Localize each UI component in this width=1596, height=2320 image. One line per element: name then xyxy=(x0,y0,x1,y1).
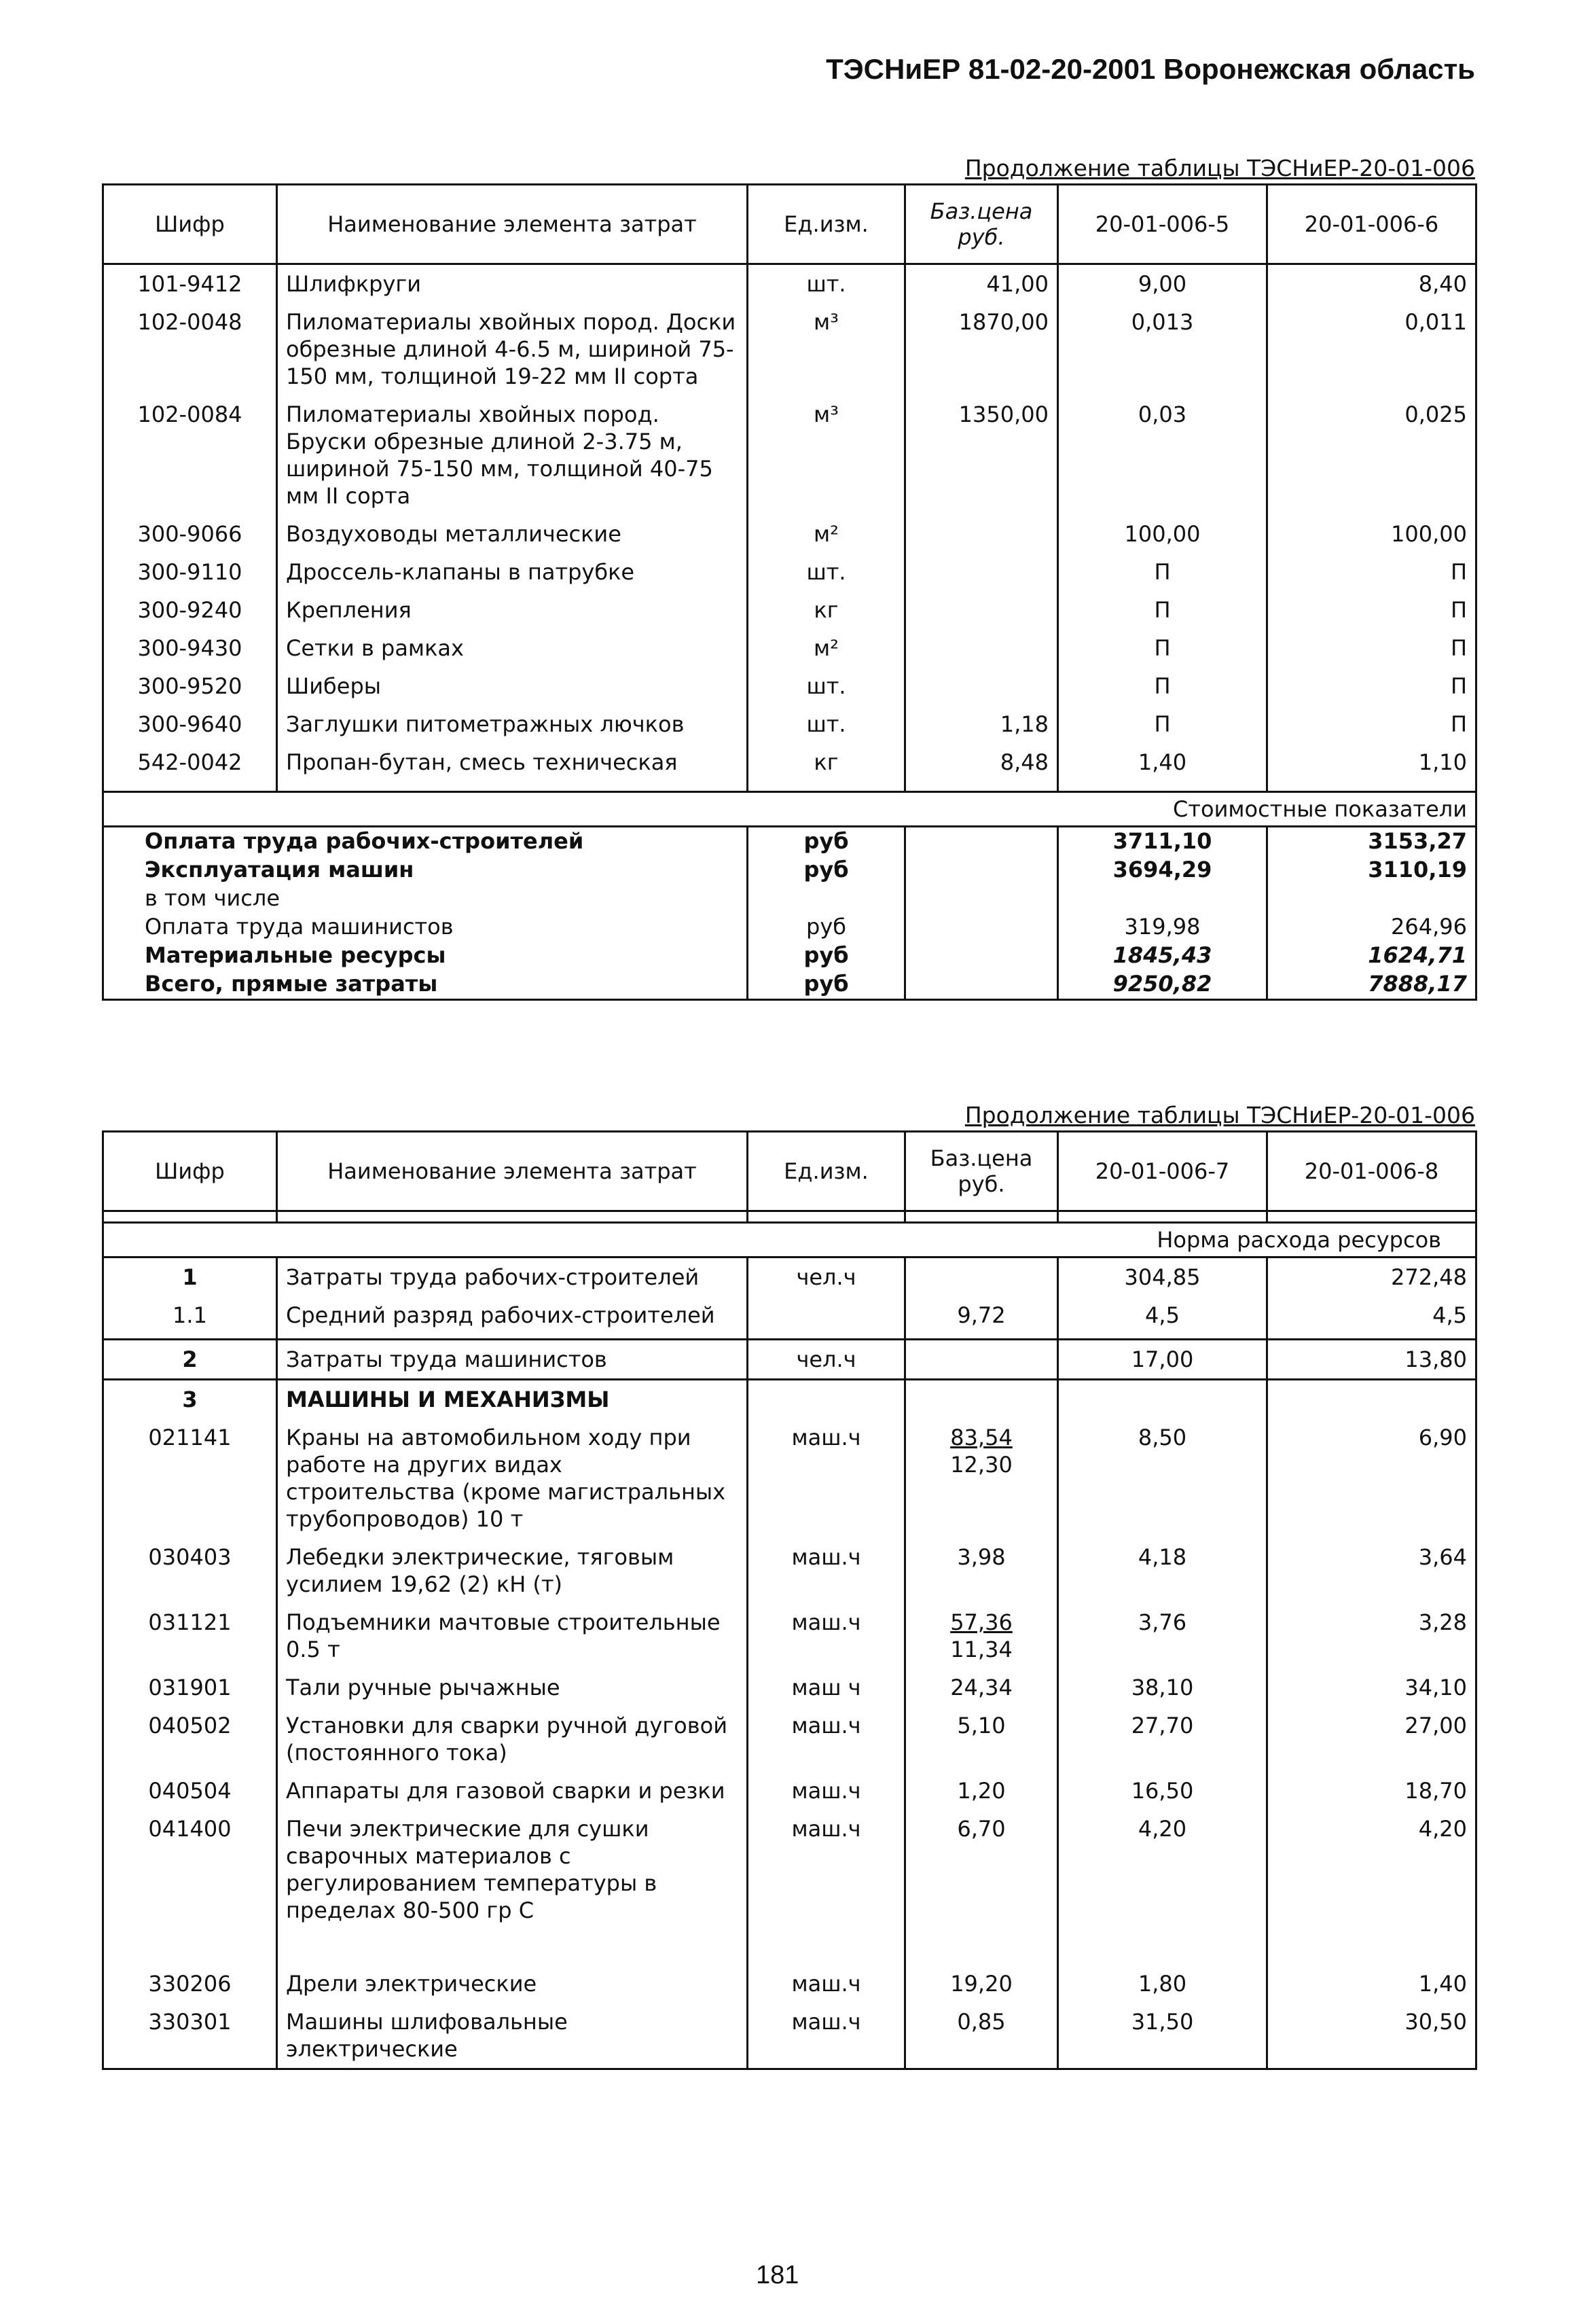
cell-col-a: 0,03 xyxy=(1058,395,1267,515)
cell-unit: шт. xyxy=(748,264,905,304)
table-row xyxy=(103,1772,1476,1810)
cell-unit: кг xyxy=(748,743,905,781)
cell-unit: м² xyxy=(748,515,905,553)
cell-price: 41,00 xyxy=(905,264,1058,304)
cost-price xyxy=(905,856,1058,885)
cell-col-b: 0,011 xyxy=(1267,303,1476,395)
cell-col-a: 9,00 xyxy=(1058,264,1267,304)
cell-name: Краны на автомобильном ходу при работе на других видах строительства (кроме магистральных трубопроводов) 10 т xyxy=(277,1418,748,1538)
cell-col-a: 3,76 xyxy=(1058,1603,1267,1668)
cell-price xyxy=(905,629,1058,667)
cost-label: в том числе xyxy=(103,885,748,913)
table-row xyxy=(103,1418,1476,1538)
cell-code: 041400 xyxy=(103,1810,277,1965)
table-row xyxy=(103,395,1476,515)
cost-col-b: 3153,27 xyxy=(1267,827,1476,857)
cell-col-a: 4,5 xyxy=(1058,1296,1267,1340)
cell-col-a: П xyxy=(1058,629,1267,667)
cell-unit: маш.ч xyxy=(748,1772,905,1810)
header-unit: Ед.изм. xyxy=(748,185,905,264)
cost-label: Всего, прямые затраты xyxy=(103,970,748,1000)
cell-unit: м² xyxy=(748,629,905,667)
cell-price xyxy=(905,1707,1058,1772)
table-row xyxy=(103,705,1476,743)
header-col-b: 20-01-006-6 xyxy=(1267,185,1476,264)
cell-col-a: 38,10 xyxy=(1058,1668,1267,1707)
cost-section-title: Стоимостные показатели xyxy=(103,792,1476,827)
cell-col-a: 16,50 xyxy=(1058,1772,1267,1810)
cell-col-b: 4,5 xyxy=(1267,1296,1476,1340)
cell-price xyxy=(905,1380,1058,1419)
price-value: 0,85 xyxy=(957,2009,1006,2035)
table-row xyxy=(103,1965,1476,2003)
spacer-cell xyxy=(277,1211,748,1223)
price-value: 6,70 xyxy=(957,1816,1006,1842)
cell-code: 040502 xyxy=(103,1707,277,1772)
cost-col-a xyxy=(1058,885,1267,913)
cell-price xyxy=(905,1340,1058,1380)
cell-unit: маш ч xyxy=(748,1668,905,1707)
cell-name: Сетки в рамках xyxy=(277,629,748,667)
table-row xyxy=(103,1380,1476,1419)
cell-col-a: П xyxy=(1058,667,1267,705)
cost-price xyxy=(905,827,1058,857)
spacer-cell xyxy=(1058,1211,1267,1223)
cell-price: 8,48 xyxy=(905,743,1058,781)
cell-unit: шт. xyxy=(748,553,905,591)
table-row xyxy=(103,1707,1476,1772)
table-row xyxy=(103,2003,1476,2069)
norm-section-title: Норма расхода ресурсов xyxy=(103,1223,1476,1257)
cell-code: 300-9066 xyxy=(103,515,277,553)
price-secondary-value: 12,30 xyxy=(950,1452,1013,1478)
cost-col-a: 1845,43 xyxy=(1058,942,1267,970)
cell-code: 300-9430 xyxy=(103,629,277,667)
cell-name: Заглушки питометражных лючков xyxy=(277,705,748,743)
cell-col-b: П xyxy=(1267,667,1476,705)
cost-col-b xyxy=(1267,885,1476,913)
spacer-cell xyxy=(748,781,905,792)
cell-price xyxy=(905,515,1058,553)
cell-unit: кг xyxy=(748,591,905,629)
spacer-cell xyxy=(905,1211,1058,1223)
cost-unit: руб xyxy=(748,970,905,1000)
cell-name: Тали ручные рычажные xyxy=(277,1668,748,1707)
cell-col-a: П xyxy=(1058,553,1267,591)
cost-col-a: 3711,10 xyxy=(1058,827,1267,857)
cell-col-a: П xyxy=(1058,705,1267,743)
cell-col-b: 6,90 xyxy=(1267,1418,1476,1538)
table-row xyxy=(103,591,1476,629)
cell-code: 330301 xyxy=(103,2003,277,2069)
header-code: Шифр xyxy=(103,185,277,264)
cost-unit: руб xyxy=(748,913,905,942)
cell-col-b: П xyxy=(1267,705,1476,743)
price-secondary-value: 11,34 xyxy=(950,1637,1013,1662)
price-value: 1,20 xyxy=(957,1778,1006,1804)
cell-col-a: 4,18 xyxy=(1058,1538,1267,1603)
cell-name: Средний разряд рабочих-строителей xyxy=(277,1296,748,1340)
cell-unit: маш.ч xyxy=(748,1418,905,1538)
cost-col-b: 264,96 xyxy=(1267,913,1476,942)
cell-col-a: 0,013 xyxy=(1058,303,1267,395)
spacer-cell xyxy=(1058,781,1267,792)
header-price: Баз.цена руб. xyxy=(905,1132,1058,1211)
cell-code: 330206 xyxy=(103,1965,277,2003)
cell-name: Затраты труда машинистов xyxy=(277,1340,748,1380)
cost-row xyxy=(103,885,1476,913)
page-number: 181 xyxy=(756,2261,799,2289)
cell-unit: маш.ч xyxy=(748,1965,905,2003)
table-row xyxy=(103,1538,1476,1603)
table-row xyxy=(103,1603,1476,1668)
cell-price: 1,18 xyxy=(905,705,1058,743)
cell-unit: маш.ч xyxy=(748,1538,905,1603)
cost-price xyxy=(905,913,1058,942)
cell-price xyxy=(905,1603,1058,1668)
table-row xyxy=(103,1257,1476,1297)
cell-code: 3 xyxy=(103,1380,277,1419)
spacer-row xyxy=(103,1211,1476,1223)
cell-col-b: 3,28 xyxy=(1267,1603,1476,1668)
table2 xyxy=(102,1130,1477,2070)
cost-label: Эксплуатация машин xyxy=(103,856,748,885)
cell-price: 1870,00 xyxy=(905,303,1058,395)
cell-name: Крепления xyxy=(277,591,748,629)
cell-col-b: 18,70 xyxy=(1267,1772,1476,1810)
header-col-a: 20-01-006-5 xyxy=(1058,185,1267,264)
cell-unit: шт. xyxy=(748,705,905,743)
cell-col-a: П xyxy=(1058,591,1267,629)
cell-col-a: 1,40 xyxy=(1058,743,1267,781)
cost-col-a: 319,98 xyxy=(1058,913,1267,942)
cell-col-b: 30,50 xyxy=(1267,2003,1476,2069)
cell-code: 2 xyxy=(103,1340,277,1380)
cell-code: 1 xyxy=(103,1257,277,1297)
cell-name: Шлифкруги xyxy=(277,264,748,304)
cell-code: 031901 xyxy=(103,1668,277,1707)
table-row xyxy=(103,553,1476,591)
cell-code: 300-9520 xyxy=(103,667,277,705)
cell-price xyxy=(905,1296,1058,1340)
cost-label: Материальные ресурсы xyxy=(103,942,748,970)
cell-code: 1.1 xyxy=(103,1296,277,1340)
cost-label: Оплата труда рабочих-строителей xyxy=(103,827,748,857)
cell-unit: маш.ч xyxy=(748,1810,905,1965)
cell-name: Печи электрические для сушки сварочных материалов с регулированием температуры в пределах 80-500 гр С xyxy=(277,1810,748,1965)
cost-unit: руб xyxy=(748,856,905,885)
cell-price xyxy=(905,1772,1058,1810)
cell-unit xyxy=(748,1380,905,1419)
cell-col-a: 31,50 xyxy=(1058,2003,1267,2069)
cell-code: 030403 xyxy=(103,1538,277,1603)
cell-unit: м³ xyxy=(748,395,905,515)
cell-col-b: 34,10 xyxy=(1267,1668,1476,1707)
spacer-cell xyxy=(1267,781,1476,792)
cell-price xyxy=(905,553,1058,591)
table2-header-row xyxy=(103,1132,1476,1211)
cell-name: Воздуховоды металлические xyxy=(277,515,748,553)
cell-price xyxy=(905,1810,1058,1965)
cell-name: Машины шлифовальные электрические xyxy=(277,2003,748,2069)
table-row xyxy=(103,743,1476,781)
cost-row xyxy=(103,827,1476,857)
cell-col-a: 27,70 xyxy=(1058,1707,1267,1772)
table-row xyxy=(103,515,1476,553)
table2-continuation: Продолжение таблицы ТЭСНиЕР-20-01-006 xyxy=(964,1102,1475,1128)
cell-col-a: 17,00 xyxy=(1058,1340,1267,1380)
cell-unit: м³ xyxy=(748,303,905,395)
cell-col-a: 1,80 xyxy=(1058,1965,1267,2003)
cell-price xyxy=(905,1668,1058,1707)
cell-price xyxy=(905,1965,1058,2003)
cell-col-b: 27,00 xyxy=(1267,1707,1476,1772)
cost-col-b: 1624,71 xyxy=(1267,942,1476,970)
cost-label: Оплата труда машинистов xyxy=(103,913,748,942)
cost-price xyxy=(905,885,1058,913)
table1 xyxy=(102,183,1477,1001)
cell-name: Пиломатериалы хвойных пород. Бруски обрезные длиной 2-3.75 м, шириной 75-150 мм, толщиной 40-75 мм II сорта xyxy=(277,395,748,515)
cell-name: Дрели электрические xyxy=(277,1965,748,2003)
cell-code: 021141 xyxy=(103,1418,277,1538)
cell-code: 102-0048 xyxy=(103,303,277,395)
cell-col-a: 8,50 xyxy=(1058,1418,1267,1538)
cell-col-b xyxy=(1267,1380,1476,1419)
cost-row xyxy=(103,970,1476,1000)
price-value: 24,34 xyxy=(950,1675,1013,1700)
spacer-cell xyxy=(103,1211,277,1223)
price-value: 19,20 xyxy=(950,1971,1013,1997)
cell-name: Лебедки электрические, тяговым усилием 19,62 (2) кН (т) xyxy=(277,1538,748,1603)
cell-code: 542-0042 xyxy=(103,743,277,781)
cell-col-b: П xyxy=(1267,591,1476,629)
cell-name: Дроссель-клапаны в патрубке xyxy=(277,553,748,591)
cell-unit: чел.ч xyxy=(748,1257,905,1297)
cost-col-b: 3110,19 xyxy=(1267,856,1476,885)
cell-code: 300-9110 xyxy=(103,553,277,591)
cost-unit: руб xyxy=(748,827,905,857)
cost-col-a: 9250,82 xyxy=(1058,970,1267,1000)
cost-unit: руб xyxy=(748,942,905,970)
spacer-cell xyxy=(103,781,277,792)
table-row xyxy=(103,1668,1476,1707)
price-value: 83,54 xyxy=(950,1425,1013,1450)
cost-unit xyxy=(748,885,905,913)
cell-code: 102-0084 xyxy=(103,395,277,515)
table1-continuation: Продолжение таблицы ТЭСНиЕР-20-01-006 xyxy=(964,155,1475,181)
table-row xyxy=(103,629,1476,667)
table-row xyxy=(103,303,1476,395)
cell-name: Затраты труда рабочих-строителей xyxy=(277,1257,748,1297)
spacer-cell xyxy=(1267,1211,1476,1223)
cell-code: 300-9640 xyxy=(103,705,277,743)
header-unit: Ед.изм. xyxy=(748,1132,905,1211)
cell-name: Пропан-бутан, смесь техническая xyxy=(277,743,748,781)
norm-section-row xyxy=(103,1223,1476,1257)
cell-code: 031121 xyxy=(103,1603,277,1668)
cost-price xyxy=(905,970,1058,1000)
cell-unit: маш.ч xyxy=(748,2003,905,2069)
cell-col-b: 272,48 xyxy=(1267,1257,1476,1297)
cell-col-b: 4,20 xyxy=(1267,1810,1476,1965)
cell-name: МАШИНЫ И МЕХАНИЗМЫ xyxy=(277,1380,748,1419)
cell-col-b: 1,40 xyxy=(1267,1965,1476,2003)
table-row xyxy=(103,1296,1476,1340)
cell-price xyxy=(905,2003,1058,2069)
cell-name: Подъемники мачтовые строительные 0.5 т xyxy=(277,1603,748,1668)
cell-col-a: 100,00 xyxy=(1058,515,1267,553)
cell-unit: чел.ч xyxy=(748,1340,905,1380)
cell-code: 300-9240 xyxy=(103,591,277,629)
cost-section-row xyxy=(103,792,1476,827)
cell-col-b: 0,025 xyxy=(1267,395,1476,515)
cell-unit: шт. xyxy=(748,667,905,705)
table-row xyxy=(103,1810,1476,1965)
table-row xyxy=(103,667,1476,705)
cost-row xyxy=(103,942,1476,970)
table-row xyxy=(103,1340,1476,1380)
header-name: Наименование элемента затрат xyxy=(277,185,748,264)
spacer-cell xyxy=(748,1211,905,1223)
header-col-b: 20-01-006-8 xyxy=(1267,1132,1476,1211)
price-value: 3,98 xyxy=(957,1544,1006,1570)
cell-price xyxy=(905,591,1058,629)
cell-col-b: 1,10 xyxy=(1267,743,1476,781)
cost-row xyxy=(103,856,1476,885)
cost-col-a: 3694,29 xyxy=(1058,856,1267,885)
header-col-a: 20-01-006-7 xyxy=(1058,1132,1267,1211)
cell-col-b: П xyxy=(1267,553,1476,591)
header-code: Шифр xyxy=(103,1132,277,1211)
header-price: Баз.цена руб. xyxy=(905,185,1058,264)
document-title: ТЭСНиЕР 81-02-20-2001 Воронежская область xyxy=(826,53,1475,85)
cell-unit: маш.ч xyxy=(748,1603,905,1668)
spacer-row xyxy=(103,781,1476,792)
price-value: 9,72 xyxy=(957,1302,1006,1328)
cell-unit xyxy=(748,1296,905,1340)
spacer-cell xyxy=(277,781,748,792)
cost-price xyxy=(905,942,1058,970)
cell-price xyxy=(905,667,1058,705)
cell-col-a: 4,20 xyxy=(1058,1810,1267,1965)
cell-col-b: 3,64 xyxy=(1267,1538,1476,1603)
cell-code: 101-9412 xyxy=(103,264,277,304)
cell-price xyxy=(905,1418,1058,1538)
cell-col-b: 13,80 xyxy=(1267,1340,1476,1380)
cell-unit: маш.ч xyxy=(748,1707,905,1772)
cell-price: 1350,00 xyxy=(905,395,1058,515)
cell-col-b: 100,00 xyxy=(1267,515,1476,553)
table-row xyxy=(103,264,1476,304)
cell-name: Аппараты для газовой сварки и резки xyxy=(277,1772,748,1810)
header-name: Наименование элемента затрат xyxy=(277,1132,748,1211)
cost-col-b: 7888,17 xyxy=(1267,970,1476,1000)
table1-header-row xyxy=(103,185,1476,264)
price-value: 5,10 xyxy=(957,1713,1006,1738)
spacer-cell xyxy=(905,781,1058,792)
cell-price xyxy=(905,1257,1058,1297)
cell-name: Установки для сварки ручной дуговой (постоянного тока) xyxy=(277,1707,748,1772)
cell-col-a xyxy=(1058,1380,1267,1419)
cell-col-a: 304,85 xyxy=(1058,1257,1267,1297)
cell-name: Пиломатериалы хвойных пород. Доски обрезные длиной 4-6.5 м, шириной 75-150 мм, толщиной 19-22 мм II сорта xyxy=(277,303,748,395)
cell-code: 040504 xyxy=(103,1772,277,1810)
cell-price xyxy=(905,1538,1058,1603)
cell-col-b: П xyxy=(1267,629,1476,667)
cost-row xyxy=(103,913,1476,942)
cell-name: Шиберы xyxy=(277,667,748,705)
cell-col-b: 8,40 xyxy=(1267,264,1476,304)
price-value: 57,36 xyxy=(950,1609,1013,1635)
